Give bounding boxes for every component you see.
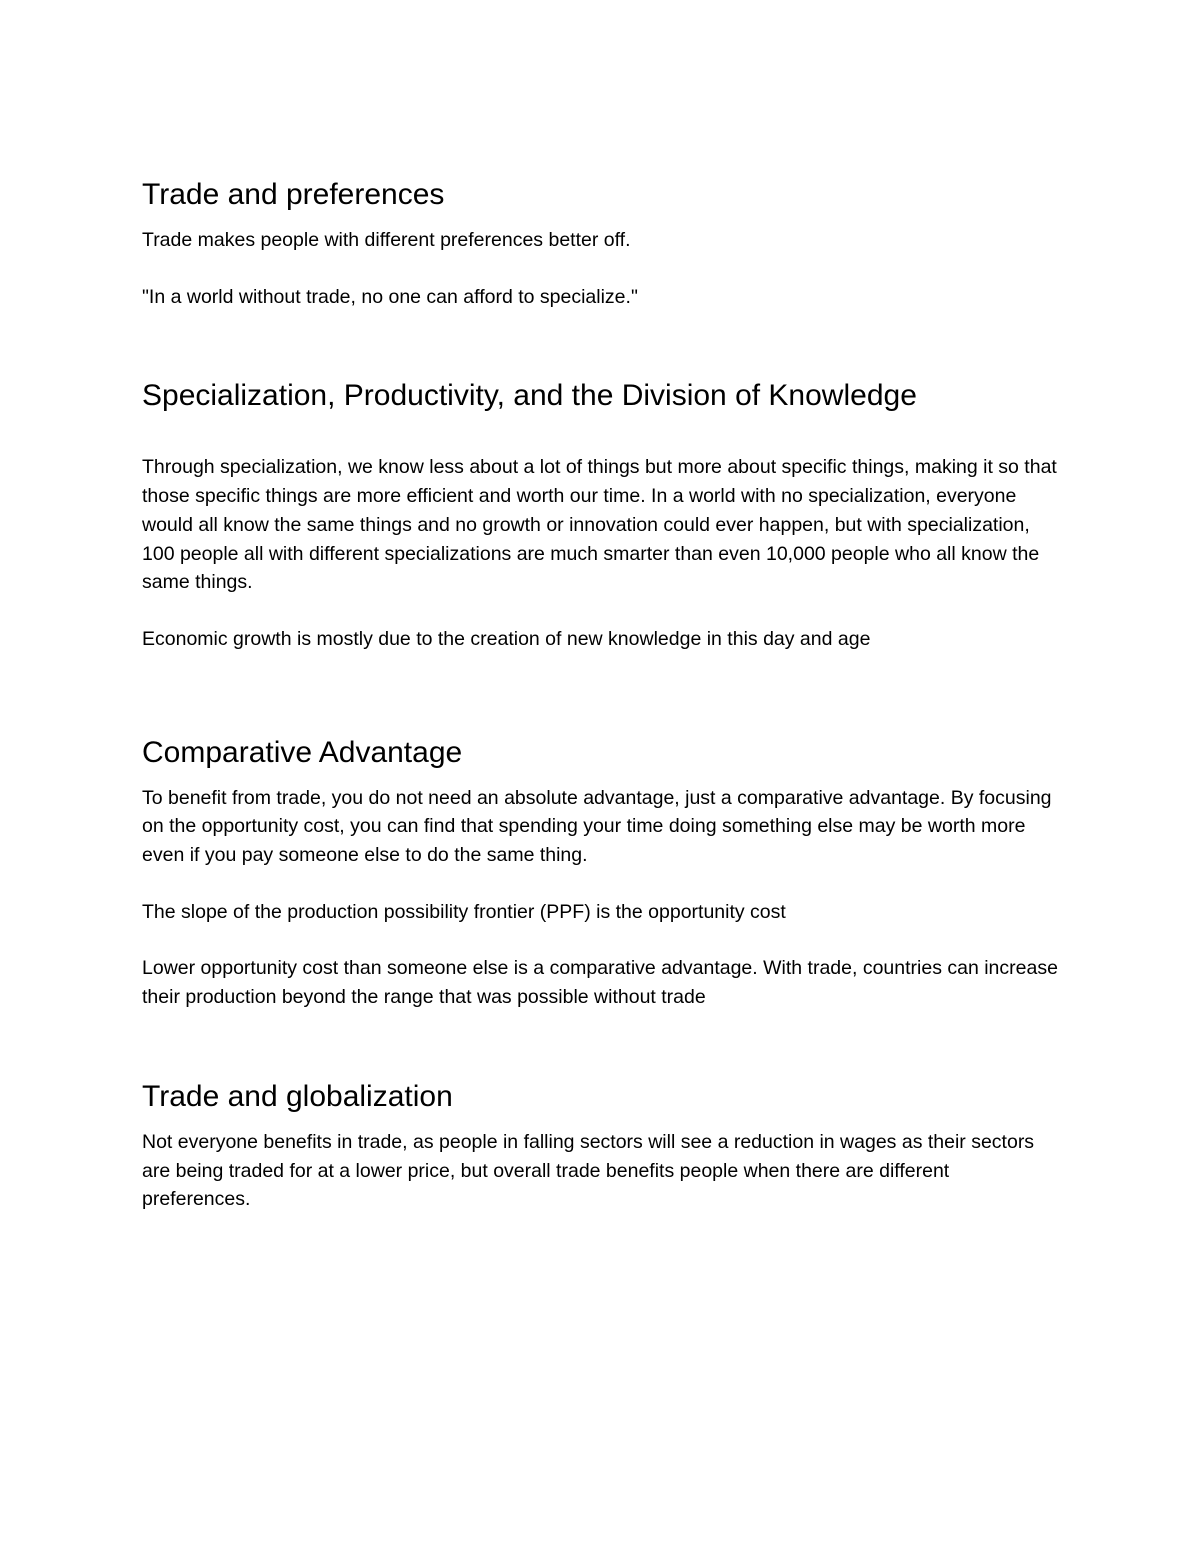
paragraph: Economic growth is mostly due to the creation of new knowledge in this day and age	[142, 627, 871, 650]
section-heading-specialization: Specialization, Productivity, and the Division of Knowledge	[142, 379, 917, 413]
paragraph: Trade makes people with different preferences better off.	[142, 229, 631, 251]
paragraph: Through specialization, we know less about a lot of things but more about specific things, making it so that those specific things are more efficient and worth our time. In a world with no specialization, everyone would all know the same things and no growth or innovation could ever happen, but with specialization, 100 people all with different specializations are much smarter than even 10,000 people who all know the same things.	[142, 456, 1057, 594]
paragraph: Not everyone benefits in trade, as people in falling sectors will see a reduction in wages as their sectors are being traded for at a lower price, but overall trade benefits people when there are different preferences.	[142, 1130, 1035, 1211]
paragraph: The slope of the production possibility frontier (PPF) is the opportunity cost	[142, 900, 786, 923]
paragraph: To benefit from trade, you do not need an absolute advantage, just a comparative advantage. By focusing on the opportunity cost, you can find that spending your time doing something else may be worth more even if you pay someone else to do the same thing.	[142, 786, 1052, 867]
quote-paragraph: "In a world without trade, no one can afford to specialize."	[142, 285, 638, 308]
section-heading-trade-and-preferences: Trade and preferences	[142, 178, 445, 211]
section-heading-trade-and-globalization: Trade and globalization	[142, 1079, 453, 1113]
document-body	[142, 176, 1062, 1214]
section-heading-comparative-advantage: Comparative Advantage	[142, 735, 463, 769]
paragraph: Lower opportunity cost than someone else is a comparative advantage. With trade, countries can increase their production beyond the range that was possible without trade	[142, 957, 1058, 1009]
